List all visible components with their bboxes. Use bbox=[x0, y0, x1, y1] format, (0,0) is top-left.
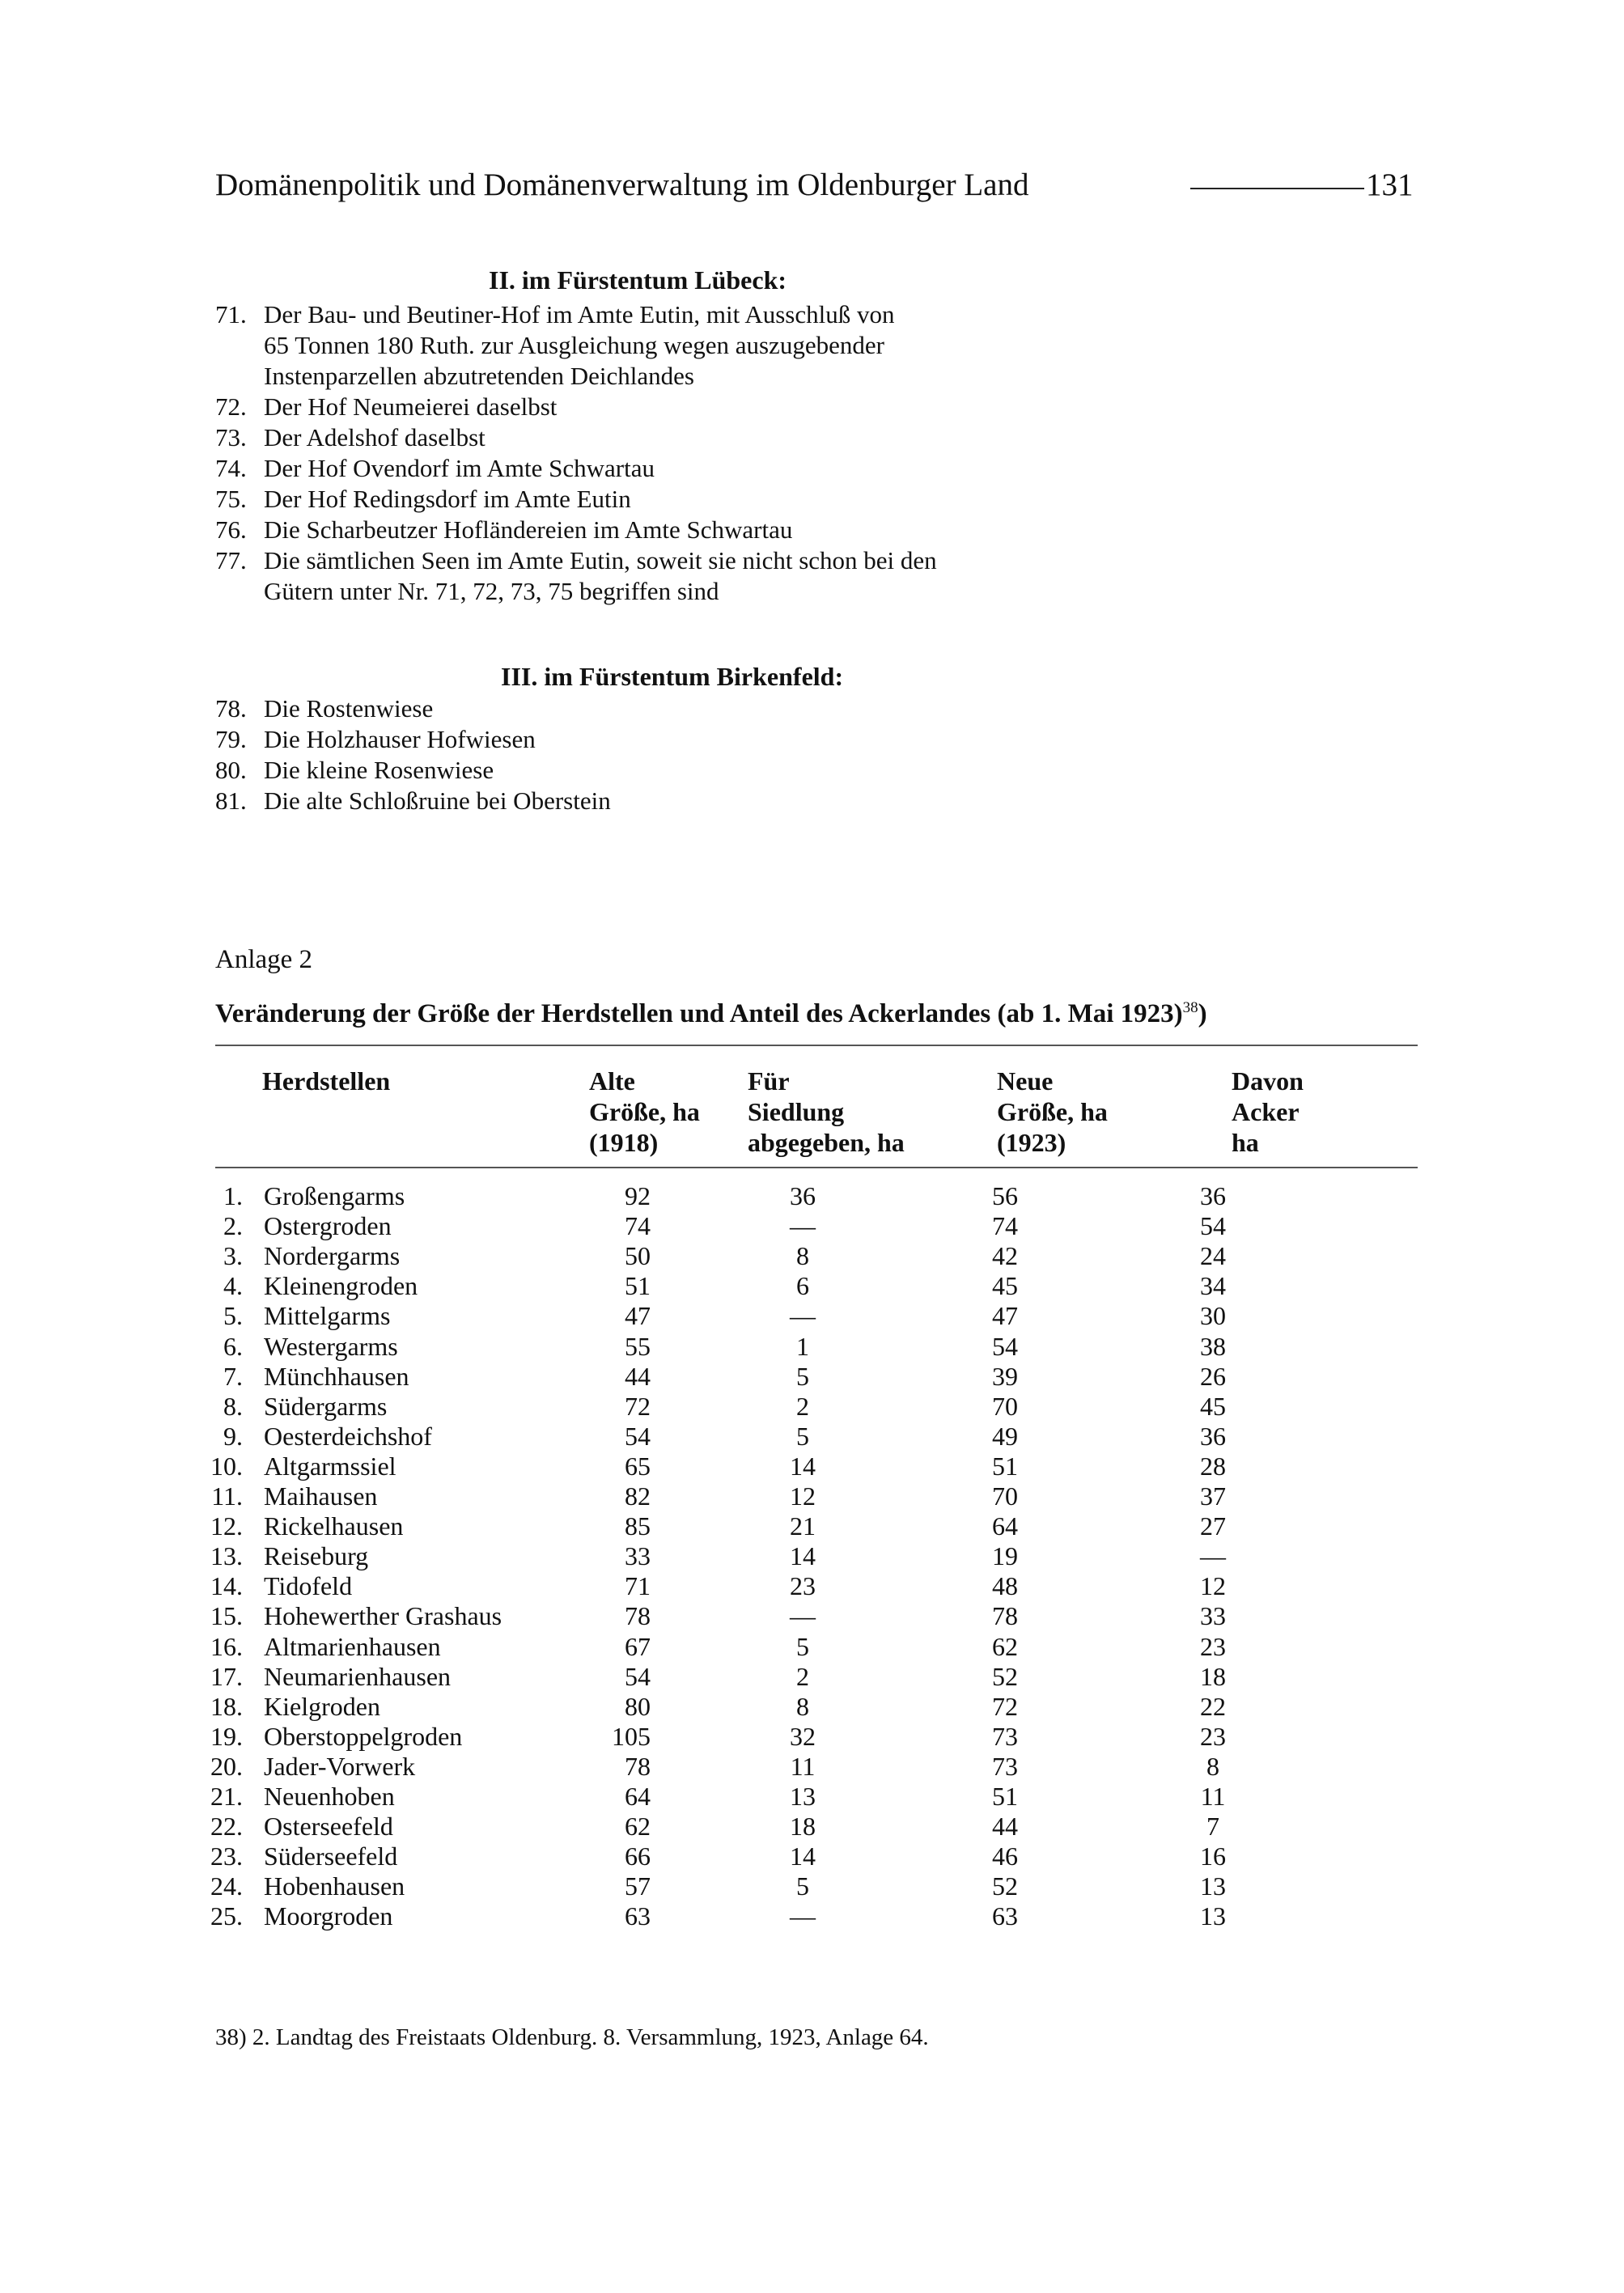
row-number: 5. bbox=[223, 1301, 243, 1331]
fuer-siedlung-cell: 12 bbox=[790, 1481, 816, 1511]
alte-groesse-cell: 51 bbox=[625, 1271, 651, 1301]
list-item-text bbox=[264, 755, 1186, 786]
neue-groesse-cell: 39 bbox=[992, 1361, 1018, 1391]
table-title-text: Veränderung der Größe der Herdstellen und Anteil des Ackerlandes (ab 1. Mai 1923) bbox=[215, 999, 1183, 1028]
list-item bbox=[215, 299, 1186, 392]
herdstelle-name: Tidofeld bbox=[264, 1571, 353, 1601]
table-row bbox=[0, 1541, 1624, 1571]
row-number: 4. bbox=[223, 1271, 243, 1301]
row-number: 20. bbox=[210, 1751, 243, 1781]
list-item-number: 76. bbox=[215, 515, 247, 544]
section-heading-luebeck: II. im Fürstentum Lübeck: bbox=[489, 265, 787, 295]
list-item-number: 73. bbox=[215, 423, 247, 451]
herdstelle-name: Nordergarms bbox=[264, 1241, 401, 1271]
alte-groesse-cell: 74 bbox=[625, 1211, 651, 1241]
herdstelle-name: Jader-Vorwerk bbox=[264, 1751, 416, 1781]
neue-groesse-cell: 51 bbox=[992, 1451, 1018, 1481]
table-title-close: ) bbox=[1198, 999, 1207, 1028]
list-item-text bbox=[264, 299, 1186, 392]
domain-list-luebeck bbox=[215, 299, 1186, 607]
section-heading-birkenfeld: III. im Fürstentum Birkenfeld: bbox=[501, 662, 844, 691]
davon-acker-cell: 16 bbox=[1200, 1842, 1226, 1871]
neue-groesse-cell: 56 bbox=[992, 1181, 1018, 1210]
list-item-line: Die kleine Rosenwiese bbox=[264, 756, 494, 784]
herdstelle-name: Hohewerther Grashaus bbox=[264, 1601, 502, 1631]
davon-acker-cell: — bbox=[1200, 1541, 1226, 1571]
list-item-text bbox=[264, 515, 1186, 545]
herdstelle-name: Süderseefeld bbox=[264, 1842, 398, 1871]
fuer-siedlung-cell: — bbox=[790, 1301, 816, 1331]
header-line: Größe, ha bbox=[997, 1097, 1108, 1126]
page-number: 131 bbox=[1366, 167, 1414, 202]
running-head-rule bbox=[1190, 188, 1364, 189]
table-title bbox=[215, 999, 1207, 1029]
fuer-siedlung-cell: 32 bbox=[790, 1721, 816, 1751]
davon-acker-cell: 33 bbox=[1200, 1601, 1226, 1631]
list-item-line: Der Hof Redingsdorf im Amte Eutin bbox=[264, 485, 631, 513]
fuer-siedlung-cell: 14 bbox=[790, 1842, 816, 1871]
footnote: 38) 2. Landtag des Freistaats Oldenburg. 8. Versammlung, 1923, Anlage 64. bbox=[215, 2024, 929, 2050]
fuer-siedlung-cell: 5 bbox=[796, 1631, 809, 1661]
list-item-text bbox=[264, 786, 1186, 816]
herdstelle-name: Kleinengroden bbox=[264, 1271, 418, 1301]
davon-acker-cell: 22 bbox=[1200, 1691, 1226, 1721]
davon-acker-cell: 45 bbox=[1200, 1391, 1226, 1421]
table-row bbox=[0, 1632, 1624, 1662]
list-item-line: 65 Tonnen 180 Ruth. zur Ausgleichung wegen auszugebender bbox=[264, 331, 884, 359]
alte-groesse-cell: 65 bbox=[625, 1451, 651, 1481]
davon-acker-cell: 30 bbox=[1200, 1301, 1226, 1331]
row-number: 2. bbox=[223, 1211, 243, 1241]
neue-groesse-cell: 64 bbox=[992, 1511, 1018, 1541]
header-line: (1918) bbox=[589, 1128, 659, 1157]
fuer-siedlung-cell: 21 bbox=[790, 1511, 816, 1541]
list-item-line: Der Adelshof daselbst bbox=[264, 423, 486, 451]
list-item-number: 71. bbox=[215, 300, 247, 328]
list-item-text bbox=[264, 693, 1186, 724]
list-item-text bbox=[264, 453, 1186, 484]
herdstelle-name: Osterseefeld bbox=[264, 1812, 393, 1842]
herdstelle-name: Maihausen bbox=[264, 1481, 378, 1511]
alte-groesse-cell: 54 bbox=[625, 1661, 651, 1691]
row-number: 21. bbox=[210, 1782, 243, 1811]
row-number: 7. bbox=[223, 1361, 243, 1391]
davon-acker-cell: 12 bbox=[1200, 1571, 1226, 1601]
list-item-text bbox=[264, 545, 1186, 607]
alte-groesse-cell: 33 bbox=[625, 1541, 651, 1571]
neue-groesse-cell: 51 bbox=[992, 1782, 1018, 1811]
herdstelle-name: Westergarms bbox=[264, 1331, 398, 1361]
alte-groesse-cell: 54 bbox=[625, 1421, 651, 1451]
list-item bbox=[215, 392, 1186, 422]
table-row bbox=[0, 1241, 1624, 1271]
neue-groesse-cell: 42 bbox=[992, 1241, 1018, 1271]
table-row bbox=[0, 1722, 1624, 1752]
fuer-siedlung-cell: 5 bbox=[796, 1421, 809, 1451]
herdstelle-name: Rickelhausen bbox=[264, 1511, 404, 1541]
row-number: 24. bbox=[210, 1871, 243, 1901]
herdstelle-name: Altmarienhausen bbox=[264, 1631, 441, 1661]
table-row bbox=[0, 1692, 1624, 1722]
herdstelle-name: Mittelgarms bbox=[264, 1301, 391, 1331]
list-item bbox=[215, 786, 1186, 816]
row-number: 12. bbox=[210, 1511, 243, 1541]
row-number: 25. bbox=[210, 1901, 243, 1931]
neue-groesse-cell: 46 bbox=[992, 1842, 1018, 1871]
davon-acker-cell: 27 bbox=[1200, 1511, 1226, 1541]
neue-groesse-cell: 54 bbox=[992, 1331, 1018, 1361]
neue-groesse-cell: 52 bbox=[992, 1661, 1018, 1691]
list-item bbox=[215, 453, 1186, 484]
neue-groesse-cell: 73 bbox=[992, 1751, 1018, 1781]
list-item-line: Die Rostenwiese bbox=[264, 694, 434, 723]
header-line: (1923) bbox=[997, 1128, 1066, 1157]
header-line: Davon bbox=[1232, 1066, 1304, 1096]
neue-groesse-cell: 62 bbox=[992, 1631, 1018, 1661]
alte-groesse-cell: 80 bbox=[625, 1691, 651, 1721]
header-line: ha bbox=[1232, 1128, 1259, 1157]
header-alte-groesse bbox=[589, 1066, 700, 1158]
fuer-siedlung-cell: 11 bbox=[790, 1751, 816, 1781]
header-line: Acker bbox=[1232, 1097, 1300, 1126]
fuer-siedlung-cell: 18 bbox=[790, 1812, 816, 1842]
alte-groesse-cell: 44 bbox=[625, 1361, 651, 1391]
list-item-number: 78. bbox=[215, 694, 247, 723]
list-item-line: Der Bau- und Beutiner-Hof im Amte Eutin, mit Ausschluß von bbox=[264, 300, 895, 328]
row-number: 11. bbox=[211, 1481, 243, 1511]
domain-list-birkenfeld bbox=[215, 693, 1186, 816]
davon-acker-cell: 13 bbox=[1200, 1901, 1226, 1931]
row-number: 6. bbox=[223, 1331, 243, 1361]
list-item bbox=[215, 515, 1186, 545]
davon-acker-cell: 37 bbox=[1200, 1481, 1226, 1511]
list-item bbox=[215, 693, 1186, 724]
fuer-siedlung-cell: 8 bbox=[796, 1241, 809, 1271]
list-item-line: Die sämtlichen Seen im Amte Eutin, soweit sie nicht schon bei den bbox=[264, 546, 937, 574]
table-row bbox=[0, 1211, 1624, 1241]
davon-acker-cell: 28 bbox=[1200, 1451, 1226, 1481]
row-number: 9. bbox=[223, 1421, 243, 1451]
header-line: Neue bbox=[997, 1066, 1054, 1096]
alte-groesse-cell: 105 bbox=[612, 1721, 651, 1751]
table-row bbox=[0, 1871, 1624, 1901]
herdstelle-name: Südergarms bbox=[264, 1391, 388, 1421]
davon-acker-cell: 36 bbox=[1200, 1181, 1226, 1210]
davon-acker-cell: 34 bbox=[1200, 1271, 1226, 1301]
table-row bbox=[0, 1181, 1624, 1211]
table-row bbox=[0, 1481, 1624, 1511]
fuer-siedlung-cell: 8 bbox=[796, 1691, 809, 1721]
davon-acker-cell: 7 bbox=[1206, 1812, 1219, 1842]
alte-groesse-cell: 62 bbox=[625, 1812, 651, 1842]
fuer-siedlung-cell: 23 bbox=[790, 1571, 816, 1601]
alte-groesse-cell: 57 bbox=[625, 1871, 651, 1901]
list-item-text bbox=[264, 484, 1186, 515]
alte-groesse-cell: 92 bbox=[625, 1181, 651, 1210]
row-number: 14. bbox=[210, 1571, 243, 1601]
alte-groesse-cell: 66 bbox=[625, 1842, 651, 1871]
alte-groesse-cell: 78 bbox=[625, 1751, 651, 1781]
table-row bbox=[0, 1662, 1624, 1692]
fuer-siedlung-cell: 13 bbox=[790, 1782, 816, 1811]
table-row bbox=[0, 1452, 1624, 1481]
davon-acker-cell: 13 bbox=[1200, 1871, 1226, 1901]
header-line: Alte bbox=[589, 1066, 635, 1096]
list-item-number: 79. bbox=[215, 725, 247, 753]
table-row bbox=[0, 1901, 1624, 1931]
davon-acker-cell: 54 bbox=[1200, 1211, 1226, 1241]
davon-acker-cell: 26 bbox=[1200, 1361, 1226, 1391]
davon-acker-cell: 24 bbox=[1200, 1241, 1226, 1271]
alte-groesse-cell: 55 bbox=[625, 1331, 651, 1361]
davon-acker-cell: 18 bbox=[1200, 1661, 1226, 1691]
list-item-line: Der Hof Ovendorf im Amte Schwartau bbox=[264, 454, 655, 482]
davon-acker-cell: 8 bbox=[1206, 1751, 1219, 1781]
alte-groesse-cell: 67 bbox=[625, 1631, 651, 1661]
list-item bbox=[215, 545, 1186, 607]
neue-groesse-cell: 45 bbox=[992, 1271, 1018, 1301]
row-number: 22. bbox=[210, 1812, 243, 1842]
table-row bbox=[0, 1782, 1624, 1812]
fuer-siedlung-cell: 2 bbox=[796, 1391, 809, 1421]
neue-groesse-cell: 44 bbox=[992, 1812, 1018, 1842]
row-number: 1. bbox=[223, 1181, 243, 1210]
list-item-line: Gütern unter Nr. 71, 72, 73, 75 begriffen sind bbox=[264, 577, 719, 605]
list-item-number: 74. bbox=[215, 454, 247, 482]
header-line: Größe, ha bbox=[589, 1097, 700, 1126]
davon-acker-cell: 36 bbox=[1200, 1421, 1226, 1451]
row-number: 8. bbox=[223, 1391, 243, 1421]
list-item-text bbox=[264, 724, 1186, 755]
table-top-rule bbox=[215, 1045, 1418, 1046]
row-number: 17. bbox=[210, 1661, 243, 1691]
davon-acker-cell: 38 bbox=[1200, 1331, 1226, 1361]
table-row bbox=[0, 1812, 1624, 1842]
alte-groesse-cell: 63 bbox=[625, 1901, 651, 1931]
alte-groesse-cell: 78 bbox=[625, 1601, 651, 1631]
neue-groesse-cell: 78 bbox=[992, 1601, 1018, 1631]
fuer-siedlung-cell: — bbox=[790, 1601, 816, 1631]
list-item-line: Der Hof Neumeierei daselbst bbox=[264, 392, 558, 421]
table-row bbox=[0, 1752, 1624, 1782]
table-row bbox=[0, 1601, 1624, 1631]
row-number: 19. bbox=[210, 1721, 243, 1751]
neue-groesse-cell: 70 bbox=[992, 1481, 1018, 1511]
herdstelle-name: Altgarmssiel bbox=[264, 1451, 396, 1481]
header-line: abgegeben, ha bbox=[748, 1128, 905, 1157]
alte-groesse-cell: 72 bbox=[625, 1391, 651, 1421]
herdstelle-name: Moorgroden bbox=[264, 1901, 393, 1931]
neue-groesse-cell: 47 bbox=[992, 1301, 1018, 1331]
neue-groesse-cell: 49 bbox=[992, 1421, 1018, 1451]
herdstelle-name: Großengarms bbox=[264, 1181, 405, 1210]
header-neue-groesse bbox=[997, 1066, 1108, 1158]
neue-groesse-cell: 74 bbox=[992, 1211, 1018, 1241]
table-row bbox=[0, 1571, 1624, 1601]
header-fuer-siedlung bbox=[748, 1066, 905, 1158]
herdstelle-name: Hobenhausen bbox=[264, 1871, 405, 1901]
herdstelle-name: Ostergroden bbox=[264, 1211, 392, 1241]
table-row bbox=[0, 1362, 1624, 1392]
fuer-siedlung-cell: — bbox=[790, 1901, 816, 1931]
running-head-title: Domänenpolitik und Domänenverwaltung im Oldenburger Land bbox=[215, 167, 1029, 202]
header-line: Für bbox=[748, 1066, 790, 1096]
list-item-number: 72. bbox=[215, 392, 247, 421]
header-herdstellen bbox=[262, 1066, 390, 1096]
list-item-text bbox=[264, 392, 1186, 422]
list-item-number: 81. bbox=[215, 786, 247, 815]
davon-acker-cell: 23 bbox=[1200, 1721, 1226, 1751]
row-number: 13. bbox=[210, 1541, 243, 1571]
alte-groesse-cell: 64 bbox=[625, 1782, 651, 1811]
fuer-siedlung-cell: 6 bbox=[796, 1271, 809, 1301]
list-item-line: Die Holzhauser Hofwiesen bbox=[264, 725, 536, 753]
list-item-number: 75. bbox=[215, 485, 247, 513]
table-row bbox=[0, 1511, 1624, 1541]
fuer-siedlung-cell: 36 bbox=[790, 1181, 816, 1210]
fuer-siedlung-cell: 5 bbox=[796, 1361, 809, 1391]
row-number: 10. bbox=[210, 1451, 243, 1481]
list-item-number: 80. bbox=[215, 756, 247, 784]
list-item-text bbox=[264, 422, 1186, 453]
row-number: 3. bbox=[223, 1241, 243, 1271]
fuer-siedlung-cell: 2 bbox=[796, 1661, 809, 1691]
row-number: 15. bbox=[210, 1601, 243, 1631]
list-item bbox=[215, 422, 1186, 453]
row-number: 23. bbox=[210, 1842, 243, 1871]
fuer-siedlung-cell: 14 bbox=[790, 1541, 816, 1571]
alte-groesse-cell: 47 bbox=[625, 1301, 651, 1331]
footnote-ref: 38 bbox=[1182, 999, 1198, 1016]
list-item-line: Die alte Schloßruine bei Oberstein bbox=[264, 786, 611, 815]
list-item-line: Instenparzellen abzutretenden Deichlandes bbox=[264, 362, 694, 390]
table-row bbox=[0, 1332, 1624, 1362]
herdstelle-name: Reiseburg bbox=[264, 1541, 369, 1571]
neue-groesse-cell: 19 bbox=[992, 1541, 1018, 1571]
neue-groesse-cell: 70 bbox=[992, 1391, 1018, 1421]
alte-groesse-cell: 82 bbox=[625, 1481, 651, 1511]
fuer-siedlung-cell: — bbox=[790, 1211, 816, 1241]
fuer-siedlung-cell: 5 bbox=[796, 1871, 809, 1901]
list-item-line: Die Scharbeutzer Hofländereien im Amte Schwartau bbox=[264, 515, 793, 544]
herdstelle-name: Neuenhoben bbox=[264, 1782, 395, 1811]
table-row bbox=[0, 1271, 1624, 1301]
fuer-siedlung-cell: 1 bbox=[796, 1331, 809, 1361]
alte-groesse-cell: 50 bbox=[625, 1241, 651, 1271]
table-row bbox=[0, 1301, 1624, 1331]
herdstelle-name: Neumarienhausen bbox=[264, 1661, 452, 1691]
alte-groesse-cell: 71 bbox=[625, 1571, 651, 1601]
list-item bbox=[215, 724, 1186, 755]
table-header-rule bbox=[215, 1167, 1418, 1168]
table-row bbox=[0, 1842, 1624, 1871]
row-number: 18. bbox=[210, 1691, 243, 1721]
running-head bbox=[215, 167, 1413, 212]
list-item bbox=[215, 755, 1186, 786]
alte-groesse-cell: 85 bbox=[625, 1511, 651, 1541]
fuer-siedlung-cell: 14 bbox=[790, 1451, 816, 1481]
davon-acker-cell: 11 bbox=[1200, 1782, 1226, 1811]
herdstelle-name: Kielgroden bbox=[264, 1691, 380, 1721]
list-item-number: 77. bbox=[215, 546, 247, 574]
table-row bbox=[0, 1392, 1624, 1422]
neue-groesse-cell: 73 bbox=[992, 1721, 1018, 1751]
row-number: 16. bbox=[210, 1631, 243, 1661]
table-row bbox=[0, 1422, 1624, 1452]
list-item bbox=[215, 484, 1186, 515]
herdstelle-name: Oesterdeichshof bbox=[264, 1421, 432, 1451]
header-line: Siedlung bbox=[748, 1097, 845, 1126]
neue-groesse-cell: 52 bbox=[992, 1871, 1018, 1901]
header-herdstellen-line: Herdstellen bbox=[262, 1066, 391, 1096]
neue-groesse-cell: 72 bbox=[992, 1691, 1018, 1721]
herdstelle-name: Münchhausen bbox=[264, 1361, 409, 1391]
appendix-label: Anlage 2 bbox=[215, 945, 313, 974]
neue-groesse-cell: 48 bbox=[992, 1571, 1018, 1601]
herdstelle-name: Oberstoppelgroden bbox=[264, 1721, 463, 1751]
neue-groesse-cell: 63 bbox=[992, 1901, 1018, 1931]
davon-acker-cell: 23 bbox=[1200, 1631, 1226, 1661]
header-davon-acker bbox=[1232, 1066, 1304, 1158]
